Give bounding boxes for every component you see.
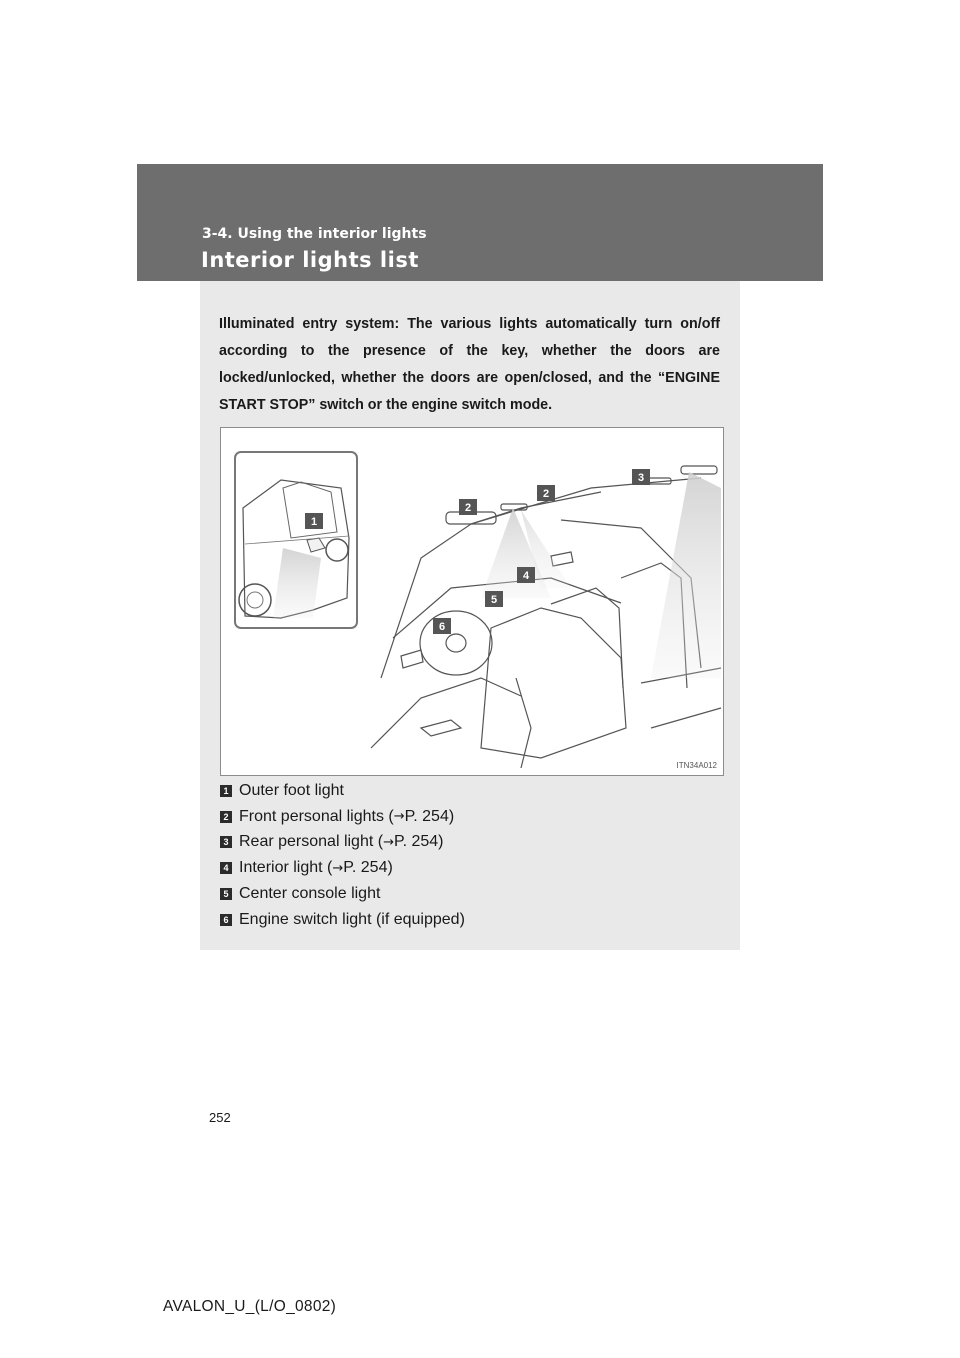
page-number: 252 bbox=[209, 1110, 231, 1125]
callout-5-label: 5 bbox=[490, 594, 498, 606]
item-label: Engine switch light (if equipped) bbox=[239, 910, 465, 928]
callout-6-label: 6 bbox=[438, 621, 446, 633]
callout-6 bbox=[433, 618, 451, 634]
item-label: Center console light bbox=[239, 885, 381, 903]
exterior-inset bbox=[235, 452, 357, 628]
page-reference-link[interactable]: P. 254) bbox=[404, 807, 455, 825]
callout-3-label: 3 bbox=[637, 472, 645, 484]
figure-code: ITN34A012 bbox=[676, 761, 717, 770]
interior-lights-figure bbox=[220, 427, 724, 776]
arrow-right-icon: → bbox=[332, 860, 344, 876]
intro-paragraph: Illuminated entry system: The various lights automatically turn on/off according to the presence of the key, whether the doors are locked/unlocked, whether the doors are open/closed, and the “ENGINE START STOP” switch or the engine switch mode. bbox=[219, 316, 720, 413]
list-item bbox=[220, 881, 465, 907]
callout-2b bbox=[537, 485, 555, 501]
list-item bbox=[220, 804, 465, 830]
item-number-badge: 5 bbox=[220, 888, 232, 900]
item-number-badge: 1 bbox=[220, 785, 232, 797]
item-label: Front personal lights ( bbox=[239, 807, 394, 825]
callout-3 bbox=[632, 469, 650, 485]
content-panel bbox=[200, 281, 740, 950]
car-interior-illustration bbox=[221, 428, 723, 775]
callout-4-label: 4 bbox=[522, 570, 530, 582]
callout-4 bbox=[517, 567, 535, 583]
arrow-right-icon: → bbox=[383, 834, 394, 850]
callout-2b-label: 2 bbox=[542, 488, 550, 500]
page-reference-link[interactable]: P. 254) bbox=[343, 859, 393, 877]
section-label: 3-4. Using the interior lights bbox=[202, 226, 427, 242]
callout-1 bbox=[305, 513, 323, 529]
callout-2a-label: 2 bbox=[464, 502, 472, 514]
item-label: Outer foot light bbox=[239, 781, 344, 799]
arrow-right-icon: → bbox=[393, 809, 405, 825]
footer-code: AVALON_U_(L/O_0802) bbox=[163, 1298, 337, 1315]
callout-1-label: 1 bbox=[310, 516, 318, 528]
page-reference-link[interactable]: P. 254) bbox=[393, 833, 444, 851]
callout-5 bbox=[485, 591, 503, 607]
list-item bbox=[220, 778, 465, 804]
list-item bbox=[220, 907, 465, 933]
page-title: Interior lights list bbox=[201, 248, 419, 272]
list-item bbox=[220, 855, 465, 881]
list-item bbox=[220, 830, 465, 856]
item-number-badge: 2 bbox=[220, 811, 232, 823]
lights-list bbox=[220, 778, 465, 933]
callout-2a bbox=[459, 499, 477, 515]
item-number-badge: 6 bbox=[220, 914, 232, 926]
item-label: Interior light ( bbox=[239, 859, 333, 877]
item-number-badge: 4 bbox=[220, 862, 232, 874]
chapter-header bbox=[137, 164, 823, 281]
item-number-badge: 3 bbox=[220, 836, 232, 848]
item-label: Rear personal light ( bbox=[239, 833, 384, 851]
